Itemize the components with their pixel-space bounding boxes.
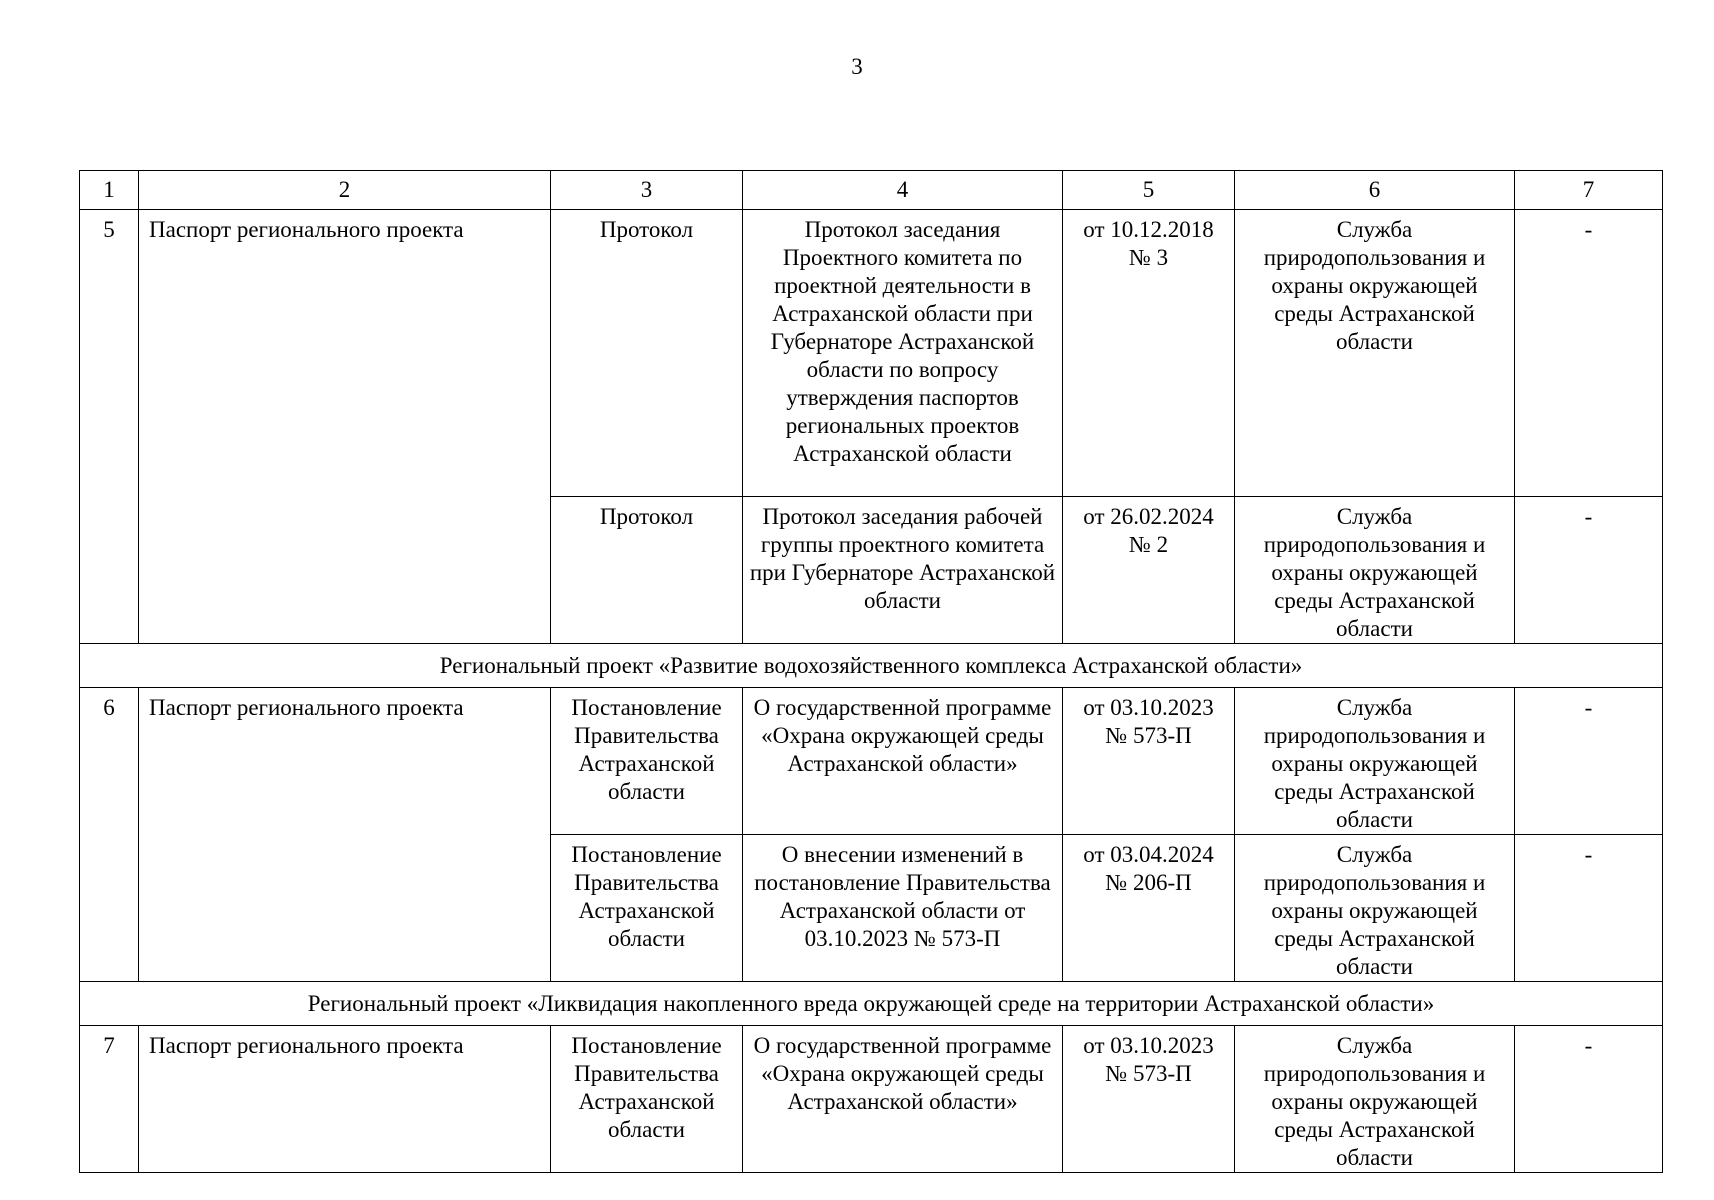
responsible-authority: Служба природопользования и охраны окружающей среды Астраханской области <box>1235 688 1515 835</box>
act-name: Протокол заседания Проектного комитета по проектной деятельности в Астраханской области при Губернаторе Астраханской области по вопросу утверждения паспортов региональных проектов Астраханской области <box>743 210 1063 497</box>
note: - <box>1515 1026 1663 1173</box>
act-date-number <box>1063 497 1235 644</box>
note: - <box>1515 835 1663 982</box>
note: - <box>1515 688 1663 835</box>
act-date-number <box>1063 210 1235 497</box>
document-title: Паспорт регионального проекта <box>139 1026 551 1173</box>
act-number: № 206-П <box>1105 870 1192 895</box>
table-row <box>80 1026 1663 1173</box>
act-date: от 26.02.2024 <box>1083 504 1214 529</box>
act-number: № 573-П <box>1105 1061 1192 1086</box>
row-number: 6 <box>80 688 139 982</box>
section-row <box>80 982 1663 1026</box>
act-type: Протокол <box>551 210 743 497</box>
act-number: № 573-П <box>1105 723 1192 748</box>
column-number: 6 <box>1235 171 1515 210</box>
section-row <box>80 644 1663 688</box>
act-name: Протокол заседания рабочей группы проектного комитета при Губернаторе Астраханской области <box>743 497 1063 644</box>
row-number: 5 <box>80 210 139 644</box>
row-number: 7 <box>80 1026 139 1173</box>
act-date: от 03.04.2024 <box>1083 842 1214 867</box>
note: - <box>1515 497 1663 644</box>
act-name: О государственной программе «Охрана окружающей среды Астраханской области» <box>743 1026 1063 1173</box>
act-number: № 3 <box>1128 245 1169 270</box>
section-title: Региональный проект «Развитие водохозяйственного комплекса Астраханской области» <box>80 644 1663 688</box>
column-number: 3 <box>551 171 743 210</box>
act-date-number <box>1063 1026 1235 1173</box>
column-number-row <box>80 171 1663 210</box>
act-type: Постановление Правительства Астраханской области <box>551 1026 743 1173</box>
act-date-number <box>1063 688 1235 835</box>
act-name: О государственной программе «Охрана окружающей среды Астраханской области» <box>743 688 1063 835</box>
section-title: Региональный проект «Ликвидация накопленного вреда окружающей среде на территории Астраханской области» <box>80 982 1663 1026</box>
table-row <box>80 210 1663 497</box>
act-name: О внесении изменений в постановление Правительства Астраханской области от 03.10.2023 № 573-П <box>743 835 1063 982</box>
page-number: 3 <box>851 54 863 79</box>
responsible-authority: Служба природопользования и охраны окружающей среды Астраханской области <box>1235 835 1515 982</box>
column-number: 7 <box>1515 171 1663 210</box>
act-number: № 2 <box>1128 532 1169 557</box>
column-number: 4 <box>743 171 1063 210</box>
note: - <box>1515 210 1663 497</box>
column-number: 5 <box>1063 171 1235 210</box>
act-type: Постановление Правительства Астраханской области <box>551 688 743 835</box>
act-date: от 03.10.2023 <box>1083 1033 1214 1058</box>
document-title: Паспорт регионального проекта <box>139 210 551 644</box>
act-date-number <box>1063 835 1235 982</box>
column-number: 2 <box>139 171 551 210</box>
act-type: Протокол <box>551 497 743 644</box>
act-date: от 10.12.2018 <box>1083 217 1214 242</box>
table-row <box>80 688 1663 835</box>
act-date: от 03.10.2023 <box>1083 695 1214 720</box>
responsible-authority: Служба природопользования и охраны окружающей среды Астраханской области <box>1235 210 1515 497</box>
column-number: 1 <box>80 171 139 210</box>
act-type: Постановление Правительства Астраханской области <box>551 835 743 982</box>
document-title: Паспорт регионального проекта <box>139 688 551 982</box>
responsible-authority: Служба природопользования и охраны окружающей среды Астраханской области <box>1235 1026 1515 1173</box>
responsible-authority: Служба природопользования и охраны окружающей среды Астраханской области <box>1235 497 1515 644</box>
documents-table <box>79 170 1663 1173</box>
